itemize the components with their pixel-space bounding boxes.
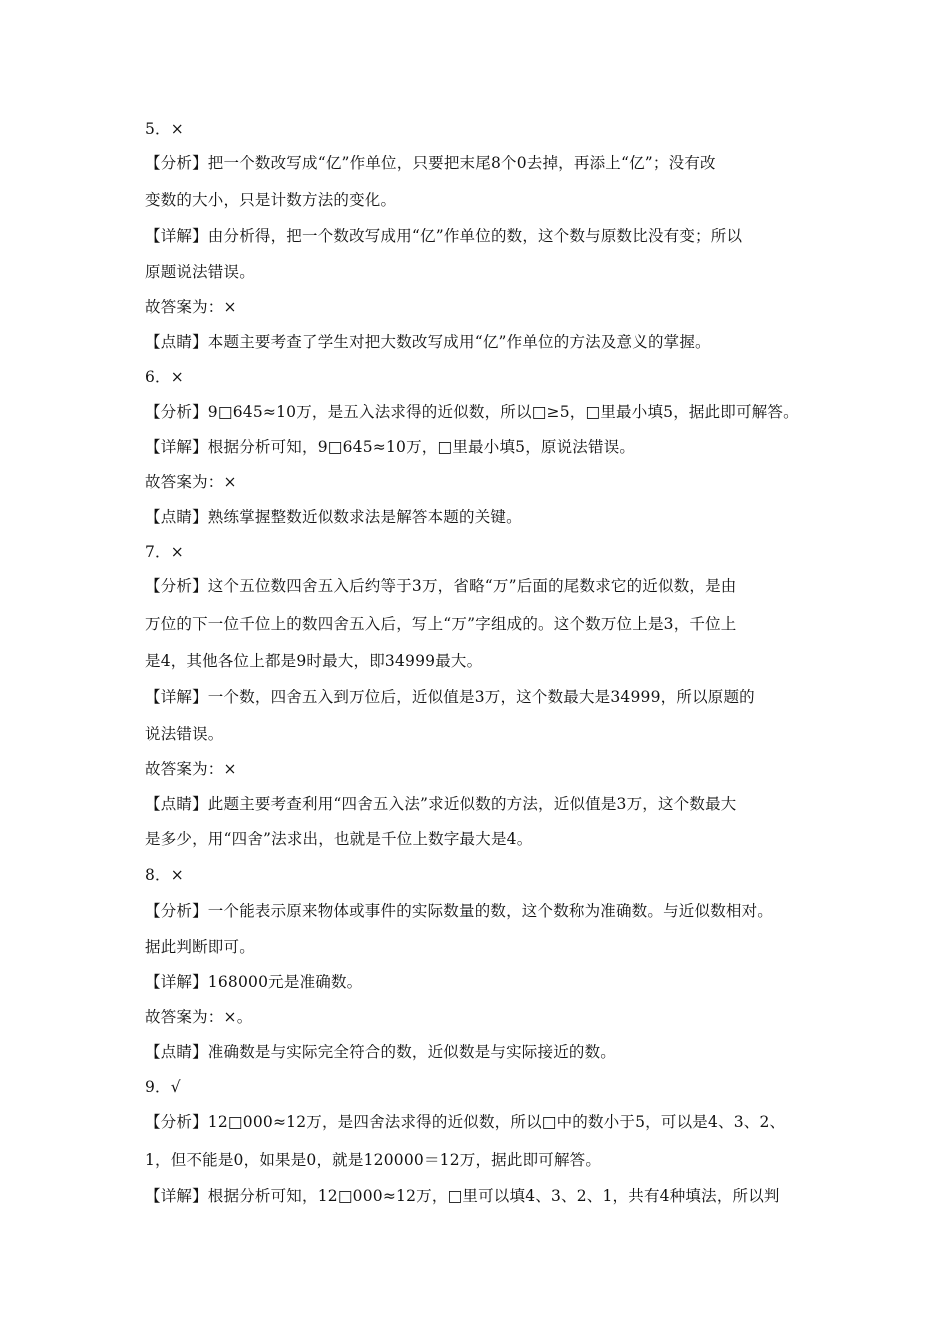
answer-7-detail: 【详解】一个数，四舍五入到万位后，近似值是3万，这个数最大是34999，所以原题的 (145, 688, 755, 706)
answer-8-analysis-cont: 据此判断即可。 (145, 938, 255, 956)
answer-9-analysis: 【分析】12□000≈12万，是四舍法求得的近似数，所以□中的数小于5，可以是4、3、2、 (145, 1113, 786, 1131)
answer-9-detail: 【详解】根据分析可知，12□000≈12万，□里可以填4、3、2、1，共有4种填法，所以判 (145, 1187, 780, 1205)
answer-6-result: 故答案为：× (145, 473, 237, 491)
answer-6-analysis: 【分析】9□645≈10万，是五入法求得的近似数，所以□≥5，□里最小填5，据此即可解答。 (145, 403, 799, 421)
answer-5-comment: 【点睛】本题主要考查了学生对把大数改写成用“亿”作单位的方法及意义的掌握。 (145, 333, 711, 351)
answer-8-result: 故答案为：×。 (145, 1008, 253, 1026)
answer-5-analysis-cont: 变数的大小，只是计数方法的变化。 (145, 191, 397, 209)
answer-7-comment: 【点睛】此题主要考查利用“四舍五入法”求近似数的方法，近似值是3万，这个数最大 (145, 795, 737, 813)
answer-5-analysis: 【分析】把一个数改写成“亿”作单位，只要把末尾8个0去掉，再添上“亿”；没有改 (145, 154, 716, 172)
answer-8-detail: 【详解】168000元是准确数。 (145, 973, 363, 991)
answer-7-number: 7．× (145, 543, 184, 561)
answer-7-analysis-cont: 是4，其他各位上都是9时最大，即34999最大。 (145, 652, 483, 670)
answer-6-detail: 【详解】根据分析可知，9□645≈10万，□里最小填5，原说法错误。 (145, 438, 636, 456)
answer-7-analysis: 【分析】这个五位数四舍五入后约等于3万，省略“万”后面的尾数求它的近似数，是由 (145, 577, 737, 595)
answer-5-result: 故答案为：× (145, 298, 237, 316)
answer-6-number: 6．× (145, 368, 184, 386)
answer-7-detail-cont: 说法错误。 (145, 725, 224, 743)
answer-7-comment-cont: 是多少，用“四舍”法求出，也就是千位上数字最大是4。 (145, 830, 533, 848)
answer-8-number: 8．× (145, 866, 184, 884)
answer-7-result: 故答案为：× (145, 760, 237, 778)
answer-7-analysis-cont: 万位的下一位千位上的数四舍五入后，写上“万”字组成的。这个数万位上是3，千位上 (145, 615, 737, 633)
answer-5-number: 5．× (145, 120, 184, 138)
answer-5-detail: 【详解】由分析得，把一个数改写成用“亿”作单位的数，这个数与原数比没有变；所以 (145, 227, 743, 245)
answer-6-comment: 【点睛】熟练掌握整数近似数求法是解答本题的关键。 (145, 508, 522, 526)
answer-8-comment: 【点睛】准确数是与实际完全符合的数，近似数是与实际接近的数。 (145, 1043, 617, 1061)
answer-8-analysis: 【分析】一个能表示原来物体或事件的实际数量的数，这个数称为准确数。与近似数相对。 (145, 902, 774, 920)
answer-5-detail-cont: 原题说法错误。 (145, 263, 255, 281)
answer-9-analysis-cont: 1，但不能是0，如果是0，就是120000＝12万，据此即可解答。 (145, 1151, 602, 1169)
answer-9-number: 9．√ (145, 1078, 181, 1096)
